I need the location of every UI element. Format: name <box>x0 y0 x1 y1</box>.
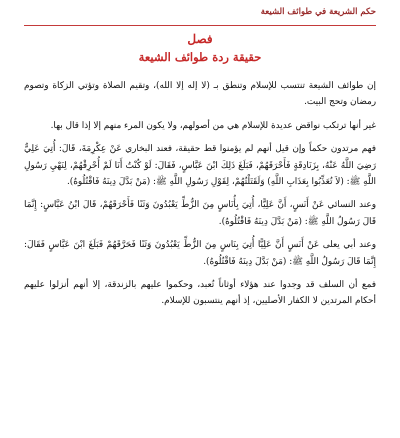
section-title: حقيقة ردة طوائف الشيعة <box>138 50 262 64</box>
running-header <box>24 7 376 26</box>
document-body <box>24 78 376 314</box>
running-header-title: حكم الشريعة في طوائف الشيعة <box>260 7 376 17</box>
paragraph-conclusion: فمع أن السلف قد وجدوا عند هؤلاء أوثاناً تُعبد، وحكموا عليهم بالزندقة، إلا أنهم أنزلوا عليهم أحكام المرتدين لا الكفار الأصليين، إذ أنهم ينتسبون للإسلام. <box>24 280 376 307</box>
section-label: فصل <box>187 32 213 46</box>
paragraph-intro: إن طوائف الشيعة تنتسب للإسلام وتنطق بـ (لا إله إلا الله)، وتقيم الصلاة وتؤتي الزكاة وتصوم رمضان وتحج البيت. <box>24 81 376 108</box>
paragraph-nullifiers: غير أنها ترتكب نواقض عديدة للإسلام هي من أصولهم، ولا يكون المرء منهم إلا إذا قال بها. <box>50 120 376 131</box>
paragraph-nasai-hadith: وعند النسائي عَنْ أَنَسٍ، أَنَّ عَلِيًّا، أُتِيَ بِأُنَاسٍ مِنَ الزُّطِّ يَعْبُدُونَ وَثَنًا فَأَحْرَقَهُمْ، قَالَ ابْنُ عَبَّاسٍ: إِنَّمَا قَالَ رَسُولُ اللَّهِ ﷺ: (مَنْ بَدَّلَ دِينَهُ فَاقْتُلُوهُ). <box>24 200 376 227</box>
paragraph-bukhari-hadith: فهم مرتدون حكماً وإن قيل أنهم لم يؤمنوا قط حقيقة، فعند البخاري عَنْ عِكْرِمَةَ، قَالَ: أُتِيَ عَلِيٌّ رَضِيَ اللَّهُ عَنْهُ، بِزَنَادِقَةٍ فَأَحْرَقَهُمْ، فَبَلَغَ ذَلِكَ ابْنَ عَبَّاسٍ، فَقَالَ: لَوْ كُنْتُ أَنَا لَمْ أُحْرِقْهُمْ، لِنَهْيِ رَسُولِ اللَّهِ ﷺ: (لاَ تُعَذِّبُوا بِعَذَابِ اللَّهِ) وَلَقَتَلْتُهُمْ، لِقَوْلِ رَسُولِ اللَّهِ ﷺ: (مَنْ بَدَّلَ دِينَهُ فَاقْتُلُوهُ). <box>24 144 376 188</box>
paragraph-abu-yala-hadith: وعند أبي يعلى عَنْ أَنَسٍ أَنَّ عَلِيًّا أُتِيَ بِنَاسٍ مِنَ الزُّطِّ يَعْبُدُونَ وَثَنًا فَحَرَّقَهُمْ فَبَلَغَ ابْنَ عَبَّاسٍ فَقَالَ: إِنَّمَا قَالَ رَسُولُ اللَّهِ ﷺ: (مَنْ بَدَّلَ دِينَهُ فَاقْتُلُوهُ). <box>24 240 376 267</box>
